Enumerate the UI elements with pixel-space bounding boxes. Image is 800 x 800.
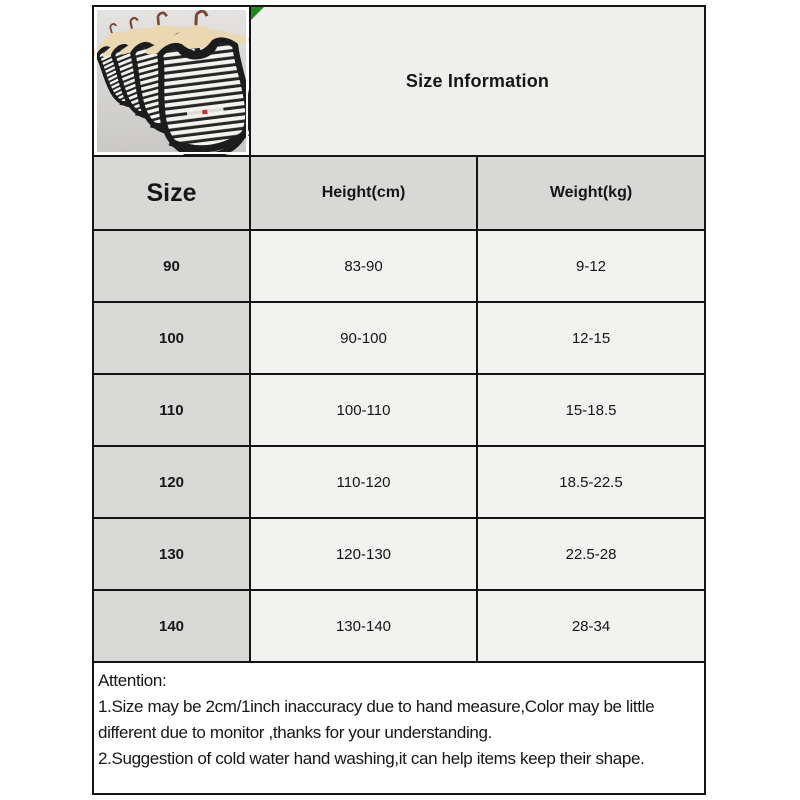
row-height-value: 110-120	[251, 447, 476, 517]
attention-note-line: 2.Suggestion of cold water hand washing,it can help items keep their shape.	[98, 749, 645, 768]
row-weight-value: 18.5-22.5	[478, 447, 704, 517]
row-weight-value: 9-12	[478, 231, 704, 301]
row-weight-value: 22.5-28	[478, 519, 704, 589]
column-header-height: Height(cm)	[251, 157, 476, 229]
row-size-label: 100	[94, 303, 249, 373]
row-size-label: 120	[94, 447, 249, 517]
size-information-title: Size Information	[405, 70, 550, 91]
attention-note-line: 1.Size may be 2cm/1inch inaccuracy due to hand measure,Color may be little different due to monitor ,thanks for your understanding.	[98, 697, 655, 742]
product-photo-cell	[94, 7, 249, 155]
row-height-value: 130-140	[251, 591, 476, 661]
row-size-label: 110	[94, 375, 249, 445]
row-weight-value: 12-15	[478, 303, 704, 373]
size-information-banner	[251, 7, 704, 155]
attention-note	[94, 663, 704, 793]
row-weight-value: 28-34	[478, 591, 704, 661]
cell-corner-marker	[251, 7, 264, 20]
row-height-value: 90-100	[251, 303, 476, 373]
product-photo	[94, 7, 249, 155]
column-header-weight: Weight(kg)	[478, 157, 704, 229]
row-size-label: 90	[94, 231, 249, 301]
row-size-label: 140	[94, 591, 249, 661]
row-size-label: 130	[94, 519, 249, 589]
row-weight-value: 15-18.5	[478, 375, 704, 445]
row-height-value: 100-110	[251, 375, 476, 445]
size-chart-sheet	[92, 5, 706, 795]
row-height-value: 83-90	[251, 231, 476, 301]
row-height-value: 120-130	[251, 519, 476, 589]
attention-heading: Attention:	[98, 671, 167, 690]
column-header-size: Size	[94, 157, 249, 229]
